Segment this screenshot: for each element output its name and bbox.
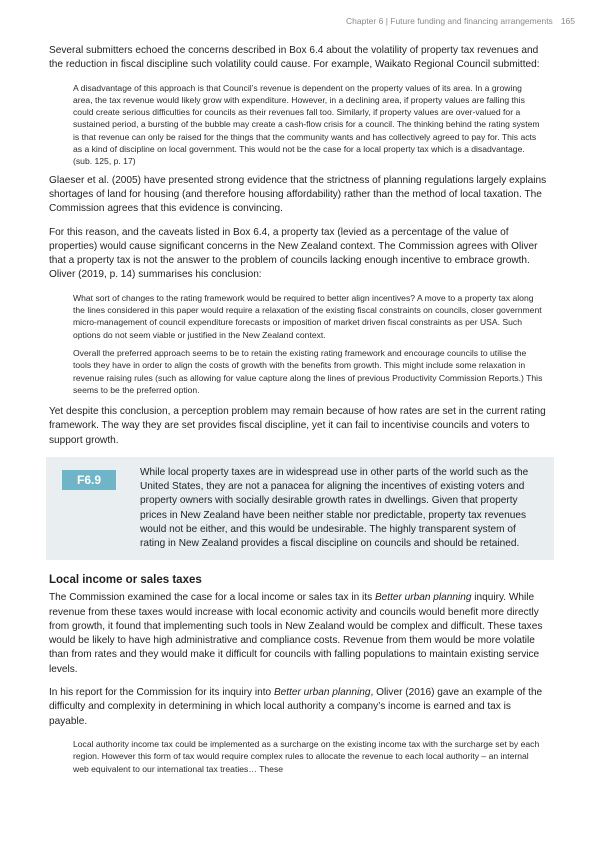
text-run: In his report for the Commission for its inquiry into bbox=[49, 687, 274, 699]
paragraph-oliver-report bbox=[49, 686, 549, 729]
italic-title: Better urban planning bbox=[273, 687, 371, 699]
running-header bbox=[346, 16, 575, 26]
section-heading: Local income or sales taxes bbox=[49, 574, 202, 587]
paragraph-submitters: Several submitters echoed the concerns described in Box 6.4 about the volatility of property tax revenues and the reduction in fiscal discipline such volatility could cause. For example, Waikato Regional Council submitted: bbox=[49, 45, 540, 71]
paragraph-income-sales bbox=[49, 591, 549, 677]
text-run: , Oliver (2016) gave an example of the difficulty and complexity in determining in which local authority a company’s income is earned and tax is payable. bbox=[49, 687, 543, 727]
finding-text: While local property taxes are in widespread use in other parts of the world such as the United States, they are not a panacea for aligning the incentives of existing voters and property owners with socially desirable growth rates in dwellings. Given that property prices in New Zealand have been neither stable nor predictable, property tax revenues would not be either, and this would be undesirable. The highly transparent system of rating in New Zealand provides a fiscal discipline on councils and should be retained. bbox=[140, 467, 529, 550]
quote-local-income-tax: Local authority income tax could be implemented as a surcharge on the existing income tax with the surcharge set by each region. However this form of tax would require complex rules to allocate the revenue to each local authority – an internal web equivalent to our international tax treaties… These bbox=[73, 738, 540, 774]
page-number: 165 bbox=[560, 16, 575, 26]
chapter-title: Chapter 6 | Future funding and financing arrangements bbox=[346, 16, 553, 26]
text-run: inquiry. While revenue from these taxes would increase with local economic activity and councils would benefit more directly from growth, it found that implementing such tools in New Zealand would be complex and difficult. These taxes would be likely to have high administrative and compliance costs. Revenue from them would be more volatile than from rates and they would make it difficult for councils with falling populations to maintain existing service levels. bbox=[49, 592, 543, 675]
quote-oliver-2: Overall the preferred approach seems to be to retain the existing rating framework and encourage councils to utilise the tools they have in order to align the costs of growth with the benefits from growth. This might include some relaxation in revenue raising rules (such as allowing for value capture along the lines of previous Productivity Commission Reports.) This seems to be the preferred option. bbox=[73, 347, 543, 395]
text-run: The Commission examined the case for a local income or sales tax in its bbox=[49, 592, 375, 604]
paragraph-perception: Yet despite this conclusion, a perception problem may remain because of how rates are set in the current rating framework. The way they are set provides fiscal discipline, yet it can fail to incentivise councils and voters to support growth. bbox=[49, 406, 546, 446]
finding-label: F6.9 bbox=[62, 470, 116, 490]
page-body bbox=[49, 44, 549, 781]
paragraph-glaeser: Glaeser et al. (2005) have presented strong evidence that the strictness of planning regulations largely explains shortages of land for housing (and therefore housing affordability) rather than the method of local taxation. The Commission agrees that this evidence is convincing. bbox=[49, 174, 547, 215]
paragraph-caveats: For this reason, and the caveats listed in Box 6.4, a property tax (levied as a percentage of the value of properties) would cause significant concerns in the New Zealand context. The Commission agrees with Oliver that a property tax is not the answer to the problem of councils lacking enough incentive to embrace growth. Oliver (2019, p. 14) summarises his conclusion: bbox=[49, 226, 538, 281]
italic-title: Better urban planning bbox=[374, 592, 472, 604]
quote-waikato: A disadvantage of this approach is that Council’s revenue is dependent on the property values of its area. In a growing area, the tax revenue would likely grow with expenditure. However, in a declining area, if property values are falling this could create serious difficulties for councils as their revenues fall too. Similarly, if property values are over-valued for a sustained period, a bursting of the bubble may create a cash-flow crisis for a council. The thinking behind the rating system is that revenue can only be raised for the things that the community wants and has collectively agreed to pay for. This acts as a kind of discipline on local government. This would not be the case for a local property tax which is a disadvantage. (sub. 125, p. 17) bbox=[73, 82, 540, 167]
quote-oliver-1: What sort of changes to the rating framework would be required to better align incentives? A move to a property tax along the lines considered in this paper would require a relaxation of the existing fiscal constraints on councils, closer government micro-management of council expenditure forecasts or imposition of market driven fiscal constraints as per USA. Such options do not seem viable or justified in the New Zealand context. bbox=[73, 292, 542, 340]
finding-box bbox=[46, 457, 554, 560]
